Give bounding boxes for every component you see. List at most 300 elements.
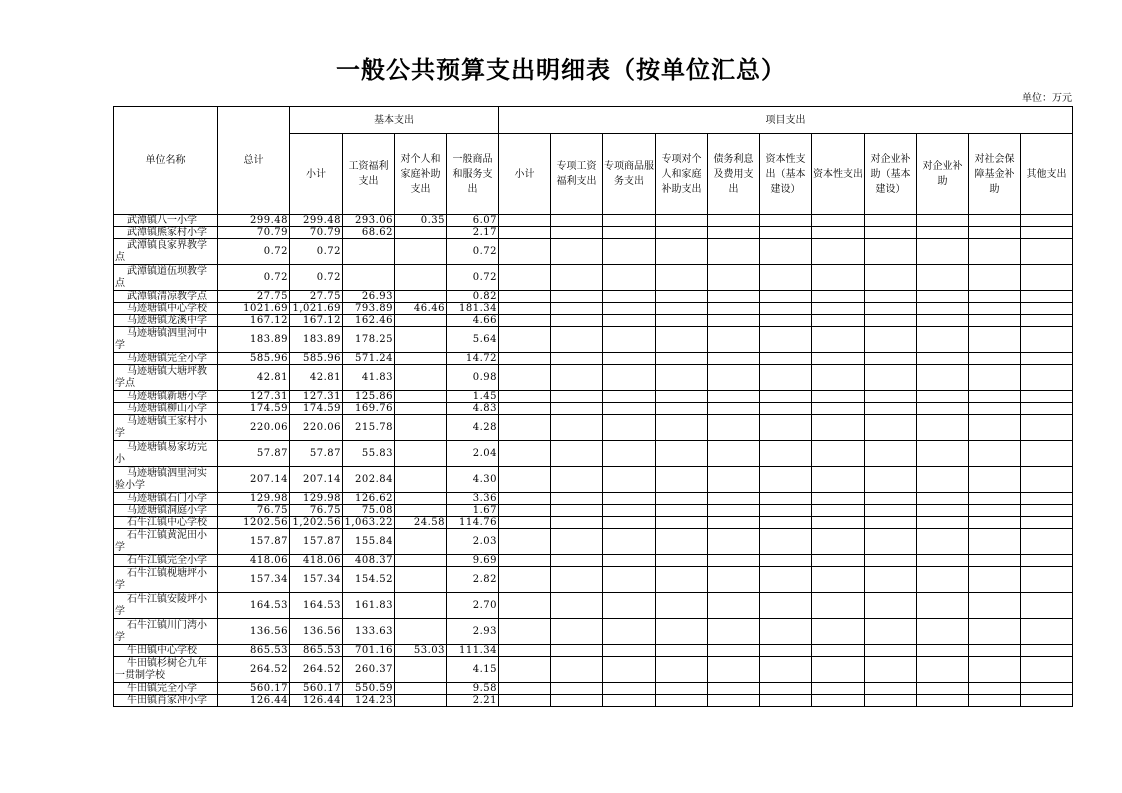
value-cell-sub: 1,202.56	[290, 517, 343, 529]
value-cell-family	[395, 291, 447, 303]
value-cell-family: 0.35	[395, 215, 447, 227]
project-cell	[1021, 239, 1073, 265]
project-cell	[551, 365, 603, 391]
project-cell	[603, 467, 656, 493]
value-cell-family	[395, 391, 447, 403]
project-cell	[708, 529, 760, 555]
project-cell	[917, 567, 969, 593]
project-cell	[708, 265, 760, 291]
value-cell-total: 136.56	[218, 619, 290, 645]
project-cell	[499, 239, 551, 265]
project-cell	[812, 657, 865, 683]
project-cell	[865, 593, 917, 619]
value-cell-sub: 42.81	[290, 365, 343, 391]
project-cell	[499, 529, 551, 555]
project-cell	[603, 695, 656, 707]
project-cell	[865, 327, 917, 353]
header-basic-col: 一般商品和服务支出	[447, 134, 499, 215]
project-cell	[656, 555, 708, 567]
project-cell	[603, 619, 656, 645]
project-cell	[917, 327, 969, 353]
header-project-col: 债务利息及费用支出	[708, 134, 760, 215]
project-cell	[760, 529, 812, 555]
project-cell	[1021, 415, 1073, 441]
value-cell-family: 24.58	[395, 517, 447, 529]
unit-name-cell: 马迹塘镇柳山小学	[114, 403, 218, 415]
project-cell	[551, 265, 603, 291]
unit-name-cell: 牛田镇中心学校	[114, 645, 218, 657]
project-cell	[656, 657, 708, 683]
project-cell	[917, 505, 969, 517]
project-cell	[603, 353, 656, 365]
table-row	[114, 265, 1073, 291]
header-project-expenditure: 项目支出	[499, 107, 1073, 134]
project-cell	[812, 619, 865, 645]
project-cell	[1021, 227, 1073, 239]
project-cell	[812, 315, 865, 327]
value-cell-goods: 2.70	[447, 593, 499, 619]
project-cell	[551, 529, 603, 555]
unit-name-cell: 马迹塘镇石门小学	[114, 493, 218, 505]
table-row	[114, 619, 1073, 645]
project-cell	[969, 315, 1021, 327]
value-cell-sub: 167.12	[290, 315, 343, 327]
project-cell	[969, 619, 1021, 645]
value-cell-goods: 9.69	[447, 555, 499, 567]
table-row	[114, 529, 1073, 555]
project-cell	[656, 265, 708, 291]
project-cell	[551, 353, 603, 365]
table-row	[114, 327, 1073, 353]
project-cell	[603, 291, 656, 303]
value-cell-family	[395, 695, 447, 707]
project-cell	[708, 415, 760, 441]
project-cell	[656, 391, 708, 403]
project-cell	[917, 657, 969, 683]
project-cell	[603, 567, 656, 593]
unit-name-cell: 武潭镇良家界教学点	[114, 239, 218, 265]
project-cell	[708, 239, 760, 265]
table-row	[114, 505, 1073, 517]
project-cell	[603, 415, 656, 441]
project-cell	[499, 265, 551, 291]
project-cell	[917, 593, 969, 619]
project-cell	[551, 291, 603, 303]
project-cell	[865, 505, 917, 517]
project-cell	[760, 227, 812, 239]
unit-name-cell: 牛田镇完全小学	[114, 683, 218, 695]
value-cell-family	[395, 403, 447, 415]
project-cell	[551, 619, 603, 645]
value-cell-wage: 161.83	[343, 593, 395, 619]
value-cell-sub: 76.75	[290, 505, 343, 517]
project-cell	[812, 239, 865, 265]
value-cell-wage: 75.08	[343, 505, 395, 517]
value-cell-wage: 55.83	[343, 441, 395, 467]
project-cell	[499, 657, 551, 683]
value-cell-total: 0.72	[218, 265, 290, 291]
project-cell	[551, 227, 603, 239]
project-cell	[760, 315, 812, 327]
value-cell-family	[395, 493, 447, 505]
table-row	[114, 467, 1073, 493]
project-cell	[499, 327, 551, 353]
value-cell-sub: 1,021.69	[290, 303, 343, 315]
table-row	[114, 403, 1073, 415]
project-cell	[917, 303, 969, 315]
project-cell	[969, 555, 1021, 567]
table-body	[114, 215, 1073, 707]
table-row	[114, 215, 1073, 227]
project-cell	[656, 441, 708, 467]
value-cell-total: 1021.69	[218, 303, 290, 315]
project-cell	[865, 657, 917, 683]
value-cell-goods: 2.93	[447, 619, 499, 645]
project-cell	[969, 403, 1021, 415]
value-cell-goods: 4.83	[447, 403, 499, 415]
value-cell-total: 157.34	[218, 567, 290, 593]
project-cell	[551, 315, 603, 327]
project-cell	[969, 365, 1021, 391]
project-cell	[551, 303, 603, 315]
project-cell	[499, 365, 551, 391]
project-cell	[1021, 619, 1073, 645]
value-cell-goods: 1.67	[447, 505, 499, 517]
project-cell	[917, 619, 969, 645]
project-cell	[1021, 517, 1073, 529]
project-cell	[865, 529, 917, 555]
project-cell	[865, 403, 917, 415]
project-cell	[917, 695, 969, 707]
value-cell-wage: 126.62	[343, 493, 395, 505]
project-cell	[708, 441, 760, 467]
project-cell	[865, 683, 917, 695]
project-cell	[603, 505, 656, 517]
project-cell	[865, 415, 917, 441]
value-cell-wage: 793.89	[343, 303, 395, 315]
project-cell	[760, 391, 812, 403]
value-cell-family: 46.46	[395, 303, 447, 315]
value-cell-family	[395, 567, 447, 593]
project-cell	[760, 415, 812, 441]
project-cell	[760, 303, 812, 315]
project-cell	[760, 505, 812, 517]
project-cell	[917, 353, 969, 365]
header-basic-col: 对个人和家庭补助支出	[395, 134, 447, 215]
project-cell	[969, 683, 1021, 695]
project-cell	[603, 493, 656, 505]
value-cell-total: 418.06	[218, 555, 290, 567]
project-cell	[656, 303, 708, 315]
project-cell	[917, 265, 969, 291]
project-cell	[603, 365, 656, 391]
project-cell	[969, 467, 1021, 493]
value-cell-wage: 41.83	[343, 365, 395, 391]
value-cell-family	[395, 593, 447, 619]
value-cell-family	[395, 315, 447, 327]
value-cell-total: 560.17	[218, 683, 290, 695]
project-cell	[969, 493, 1021, 505]
value-cell-wage: 133.63	[343, 619, 395, 645]
table-row	[114, 227, 1073, 239]
table-row	[114, 441, 1073, 467]
project-cell	[551, 567, 603, 593]
project-cell	[865, 619, 917, 645]
project-cell	[917, 315, 969, 327]
value-cell-family	[395, 529, 447, 555]
project-cell	[708, 517, 760, 529]
header-project-col: 对社会保障基金补助	[969, 134, 1021, 215]
value-cell-wage	[343, 265, 395, 291]
project-cell	[760, 365, 812, 391]
project-cell	[499, 555, 551, 567]
project-cell	[812, 291, 865, 303]
value-cell-sub: 220.06	[290, 415, 343, 441]
unit-name-cell: 马迹塘镇泗里河实验小学	[114, 467, 218, 493]
project-cell	[865, 493, 917, 505]
project-cell	[499, 315, 551, 327]
project-cell	[812, 303, 865, 315]
project-cell	[865, 265, 917, 291]
project-cell	[969, 239, 1021, 265]
unit-name-cell: 马迹塘镇易家坊完小	[114, 441, 218, 467]
value-cell-wage: 125.86	[343, 391, 395, 403]
project-cell	[917, 403, 969, 415]
project-cell	[812, 353, 865, 365]
project-cell	[708, 467, 760, 493]
project-cell	[1021, 353, 1073, 365]
unit-name-cell: 牛田镇杉树仑九年一贯制学校	[114, 657, 218, 683]
header-unit-name: 单位名称	[114, 107, 218, 215]
project-cell	[499, 645, 551, 657]
project-cell	[812, 505, 865, 517]
project-cell	[499, 505, 551, 517]
value-cell-total: 27.75	[218, 291, 290, 303]
project-cell	[499, 593, 551, 619]
project-cell	[656, 353, 708, 365]
project-cell	[917, 467, 969, 493]
table-header	[114, 107, 1073, 215]
value-cell-total: 57.87	[218, 441, 290, 467]
project-cell	[917, 529, 969, 555]
value-cell-total: 70.79	[218, 227, 290, 239]
value-cell-wage: 1,063.22	[344, 517, 393, 528]
project-cell	[917, 517, 969, 529]
project-cell	[969, 265, 1021, 291]
value-cell-family	[395, 505, 447, 517]
project-cell	[708, 505, 760, 517]
value-cell-family	[395, 353, 447, 365]
table-row	[114, 645, 1073, 657]
value-cell-goods: 9.58	[447, 683, 499, 695]
value-cell-goods: 14.72	[447, 353, 499, 365]
value-cell-wage: 293.06	[343, 215, 395, 227]
table-row	[114, 555, 1073, 567]
value-cell-wage: 124.23	[343, 695, 395, 707]
project-cell	[551, 657, 603, 683]
project-cell	[1021, 291, 1073, 303]
project-cell	[551, 327, 603, 353]
project-cell	[1021, 657, 1073, 683]
project-cell	[969, 657, 1021, 683]
value-cell-sub: 0.72	[290, 239, 343, 265]
value-cell-goods: 0.98	[447, 365, 499, 391]
project-cell	[812, 567, 865, 593]
project-cell	[917, 645, 969, 657]
unit-name-cell: 石牛江镇川门湾小学	[114, 619, 218, 645]
header-total: 总计	[218, 107, 290, 215]
value-cell-family	[395, 227, 447, 239]
table-row	[114, 567, 1073, 593]
unit-name-cell: 马迹塘镇泗里河中学	[114, 327, 218, 353]
value-cell-total: 220.06	[218, 415, 290, 441]
project-cell	[917, 365, 969, 391]
value-cell-wage: 701.16	[343, 645, 395, 657]
project-cell	[708, 227, 760, 239]
project-cell	[969, 441, 1021, 467]
project-cell	[499, 353, 551, 365]
project-cell	[708, 695, 760, 707]
value-cell-total: 127.31	[218, 391, 290, 403]
project-cell	[760, 683, 812, 695]
project-cell	[551, 215, 603, 227]
table-row	[114, 365, 1073, 391]
project-cell	[865, 695, 917, 707]
project-cell	[708, 391, 760, 403]
project-cell	[603, 265, 656, 291]
value-cell-goods: 4.28	[447, 415, 499, 441]
value-cell-total: 42.81	[218, 365, 290, 391]
project-cell	[656, 239, 708, 265]
table-row	[114, 695, 1073, 707]
value-cell-sub: 0.72	[290, 265, 343, 291]
project-cell	[499, 415, 551, 441]
value-cell-goods: 1.45	[447, 391, 499, 403]
header-project-col: 专项工资福利支出	[551, 134, 603, 215]
project-cell	[760, 215, 812, 227]
value-cell-family	[395, 441, 447, 467]
project-cell	[656, 593, 708, 619]
value-cell-goods: 6.07	[447, 215, 499, 227]
value-cell-total: 126.44	[218, 695, 290, 707]
project-cell	[656, 291, 708, 303]
project-cell	[812, 529, 865, 555]
project-cell	[603, 227, 656, 239]
unit-name-cell: 马迹塘镇大塘坪教学点	[114, 365, 218, 391]
project-cell	[760, 403, 812, 415]
unit-name-cell: 武潭镇清凉教学点	[114, 291, 218, 303]
project-cell	[551, 645, 603, 657]
project-cell	[708, 353, 760, 365]
project-cell	[1021, 315, 1073, 327]
project-cell	[551, 555, 603, 567]
value-cell-sub: 560.17	[290, 683, 343, 695]
project-cell	[812, 555, 865, 567]
value-cell-goods: 0.82	[447, 291, 499, 303]
project-cell	[1021, 593, 1073, 619]
project-cell	[656, 645, 708, 657]
project-cell	[865, 215, 917, 227]
header-basic-col: 小计	[290, 134, 343, 215]
value-cell-total: 167.12	[218, 315, 290, 327]
project-cell	[812, 415, 865, 441]
value-cell-total: 129.98	[218, 493, 290, 505]
project-cell	[1021, 555, 1073, 567]
project-cell	[499, 467, 551, 493]
project-cell	[656, 493, 708, 505]
project-cell	[917, 239, 969, 265]
project-cell	[969, 695, 1021, 707]
value-cell-family	[395, 327, 447, 353]
unit-name-cell: 马迹塘镇王家村小学	[114, 415, 218, 441]
project-cell	[656, 683, 708, 695]
project-cell	[760, 517, 812, 529]
project-cell	[812, 695, 865, 707]
project-cell	[1021, 441, 1073, 467]
project-cell	[969, 303, 1021, 315]
header-project-col: 其他支出	[1021, 134, 1073, 215]
project-cell	[917, 683, 969, 695]
project-cell	[551, 505, 603, 517]
project-cell	[551, 403, 603, 415]
project-cell	[760, 555, 812, 567]
value-cell-sub: 127.31	[290, 391, 343, 403]
value-cell-goods: 111.34	[447, 645, 499, 657]
project-cell	[708, 645, 760, 657]
value-cell-family	[395, 555, 447, 567]
project-cell	[1021, 327, 1073, 353]
project-cell	[656, 327, 708, 353]
project-cell	[499, 391, 551, 403]
project-cell	[499, 303, 551, 315]
project-cell	[917, 291, 969, 303]
value-cell-total: 0.72	[218, 239, 290, 265]
header-project-col: 对企业补助（基本建设）	[865, 134, 917, 215]
table-row	[114, 415, 1073, 441]
unit-name-cell: 马迹塘镇中心学校	[114, 303, 218, 315]
table-row	[114, 657, 1073, 683]
project-cell	[708, 593, 760, 619]
project-cell	[969, 415, 1021, 441]
project-cell	[812, 265, 865, 291]
project-cell	[1021, 645, 1073, 657]
project-cell	[708, 683, 760, 695]
value-cell-sub: 207.14	[290, 467, 343, 493]
project-cell	[865, 441, 917, 467]
project-cell	[1021, 567, 1073, 593]
table-row	[114, 683, 1073, 695]
project-cell	[1021, 365, 1073, 391]
header-project-col: 对企业补助	[917, 134, 969, 215]
value-cell-total: 76.75	[218, 505, 290, 517]
project-cell	[760, 467, 812, 493]
project-cell	[551, 517, 603, 529]
project-cell	[969, 567, 1021, 593]
value-cell-sub: 418.06	[290, 555, 343, 567]
value-cell-family	[395, 365, 447, 391]
value-cell-wage: 202.84	[343, 467, 395, 493]
project-cell	[551, 683, 603, 695]
unit-name-cell: 马迹塘镇龙溪中学	[114, 315, 218, 327]
project-cell	[1021, 529, 1073, 555]
value-cell-goods: 3.36	[447, 493, 499, 505]
project-cell	[656, 619, 708, 645]
project-cell	[603, 403, 656, 415]
header-basic-col: 工资福利支出	[343, 134, 395, 215]
project-cell	[1021, 683, 1073, 695]
value-cell-goods: 0.72	[447, 265, 499, 291]
value-cell-total: 264.52	[218, 657, 290, 683]
